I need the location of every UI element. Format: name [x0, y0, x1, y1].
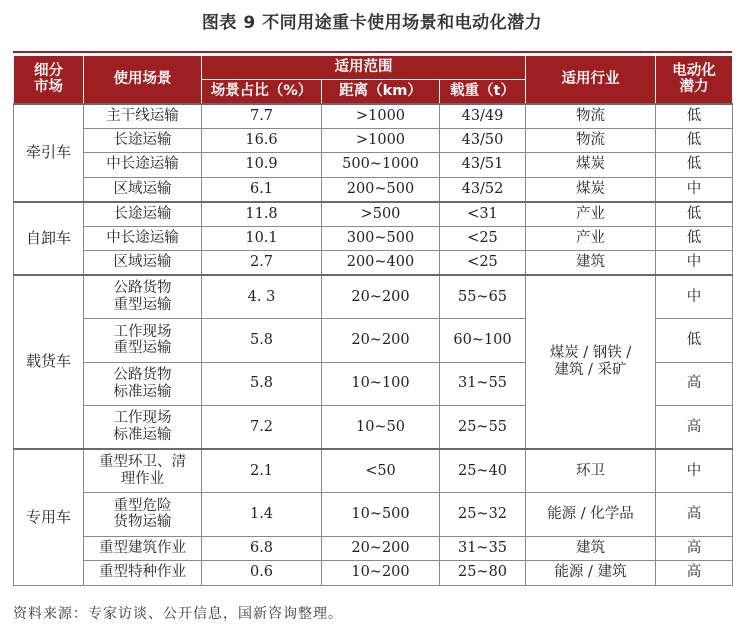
load-cell: 43/50 [440, 128, 526, 153]
table-row [14, 449, 733, 493]
scenario-cell: 重型建筑作业 [84, 536, 202, 561]
scenario-cell: 工作现场 重型运输 [84, 319, 202, 363]
industry-cell: 建筑 [526, 251, 656, 276]
distance-cell: 10~50 [322, 406, 440, 450]
header-ratio: 场景占比（%） [202, 80, 322, 104]
ratio-cell: 1.4 [202, 493, 322, 537]
header-scenario: 使用场景 [84, 56, 202, 104]
distance-cell: >1000 [322, 104, 440, 129]
header-rule [13, 51, 732, 53]
potential-cell: 中 [656, 275, 733, 319]
potential-cell: 低 [656, 226, 733, 251]
distance-cell: 200~500 [322, 177, 440, 202]
ratio-cell: 6.1 [202, 177, 322, 202]
market-cell: 自卸车 [14, 202, 84, 276]
load-cell: 31~35 [440, 536, 526, 561]
potential-cell: 高 [656, 362, 733, 406]
ratio-cell: 6.8 [202, 536, 322, 561]
table-row [14, 536, 733, 561]
table-row [14, 104, 733, 129]
potential-cell: 低 [656, 128, 733, 153]
distance-cell: 300~500 [322, 226, 440, 251]
table-row [14, 202, 733, 227]
market-cell: 牵引车 [14, 104, 84, 202]
distance-cell: 200~400 [322, 251, 440, 276]
industry-cell: 建筑 [526, 536, 656, 561]
industry-cell: 煤炭 [526, 153, 656, 178]
scenario-cell: 区域运输 [84, 177, 202, 202]
header-market: 细分 市场 [14, 56, 84, 104]
header-potential: 电动化 潜力 [656, 56, 733, 104]
scenario-cell: 长途运输 [84, 128, 202, 153]
ratio-cell: 5.8 [202, 319, 322, 363]
load-cell: 55~65 [440, 275, 526, 319]
scenario-cell: 长途运输 [84, 202, 202, 227]
header-load: 载重（t） [440, 80, 526, 104]
ratio-cell: 16.6 [202, 128, 322, 153]
potential-cell: 高 [656, 536, 733, 561]
load-cell: 25~80 [440, 561, 526, 586]
potential-cell: 中 [656, 177, 733, 202]
scenario-table [13, 55, 733, 586]
industry-cell: 环卫 [526, 449, 656, 493]
distance-cell: >500 [322, 202, 440, 227]
load-cell: <31 [440, 202, 526, 227]
market-cell: 载货车 [14, 275, 84, 449]
potential-cell: 高 [656, 493, 733, 537]
industry-cell: 能源 / 化学品 [526, 493, 656, 537]
table-row [14, 177, 733, 202]
load-cell: <25 [440, 226, 526, 251]
scenario-cell: 中长途运输 [84, 153, 202, 178]
industry-cell: 物流 [526, 128, 656, 153]
potential-cell: 高 [656, 406, 733, 450]
ratio-cell: 10.1 [202, 226, 322, 251]
distance-cell: <50 [322, 449, 440, 493]
potential-cell: 高 [656, 561, 733, 586]
scenario-cell: 重型危险 货物运输 [84, 493, 202, 537]
load-cell: 25~32 [440, 493, 526, 537]
industry-cell: 产业 [526, 202, 656, 227]
distance-cell: 20~200 [322, 275, 440, 319]
table-row [14, 226, 733, 251]
load-cell: 25~55 [440, 406, 526, 450]
load-cell: 43/52 [440, 177, 526, 202]
scenario-cell: 工作现场 标准运输 [84, 406, 202, 450]
header-industry: 适用行业 [526, 56, 656, 104]
header-distance: 距离（km） [322, 80, 440, 104]
distance-cell: 10~100 [322, 362, 440, 406]
scenario-cell: 中长途运输 [84, 226, 202, 251]
header-scope: 适用范围 [202, 56, 526, 80]
table-row [14, 153, 733, 178]
industry-cell: 能源 / 建筑 [526, 561, 656, 586]
scenario-cell: 区域运输 [84, 251, 202, 276]
source-note: 资料来源：专家访谈、公开信息，国新咨询整理。 [13, 606, 343, 622]
distance-cell: >1000 [322, 128, 440, 153]
table-row [14, 128, 733, 153]
table-row [14, 493, 733, 537]
table-row [14, 251, 733, 276]
potential-cell: 中 [656, 449, 733, 493]
industry-cell: 煤炭 [526, 177, 656, 202]
ratio-cell: 10.9 [202, 153, 322, 178]
ratio-cell: 0.6 [202, 561, 322, 586]
ratio-cell: 5.8 [202, 362, 322, 406]
figure-title: 图表 9 不同用途重卡使用场景和电动化潜力 [201, 13, 543, 33]
potential-cell: 低 [656, 153, 733, 178]
distance-cell: 10~200 [322, 561, 440, 586]
scenario-cell: 公路货物 标准运输 [84, 362, 202, 406]
distance-cell: 20~200 [322, 319, 440, 363]
load-cell: 31~55 [440, 362, 526, 406]
table-row [14, 561, 733, 586]
distance-cell: 500~1000 [322, 153, 440, 178]
industry-cell: 产业 [526, 226, 656, 251]
ratio-cell: 2.1 [202, 449, 322, 493]
ratio-cell: 11.8 [202, 202, 322, 227]
potential-cell: 中 [656, 251, 733, 276]
scenario-cell: 重型环卫、清 理作业 [84, 449, 202, 493]
ratio-cell: 7.2 [202, 406, 322, 450]
potential-cell: 低 [656, 202, 733, 227]
table-row [14, 275, 733, 319]
load-cell: 43/51 [440, 153, 526, 178]
industry-cell: 物流 [526, 104, 656, 129]
ratio-cell: 2.7 [202, 251, 322, 276]
load-cell: 25~40 [440, 449, 526, 493]
scenario-cell: 主干线运输 [84, 104, 202, 129]
potential-cell: 低 [656, 104, 733, 129]
scenario-cell: 重型特种作业 [84, 561, 202, 586]
potential-cell: 低 [656, 319, 733, 363]
ratio-cell: 7.7 [202, 104, 322, 129]
load-cell: 60~100 [440, 319, 526, 363]
ratio-cell: 4. 3 [202, 275, 322, 319]
table-body [14, 104, 733, 586]
load-cell: 43/49 [440, 104, 526, 129]
load-cell: <25 [440, 251, 526, 276]
scenario-cell: 公路货物 重型运输 [84, 275, 202, 319]
market-cell: 专用车 [14, 449, 84, 585]
distance-cell: 20~200 [322, 536, 440, 561]
distance-cell: 10~500 [322, 493, 440, 537]
industry-cell: 煤炭 / 钢铁 / 建筑 / 采矿 [526, 275, 656, 449]
